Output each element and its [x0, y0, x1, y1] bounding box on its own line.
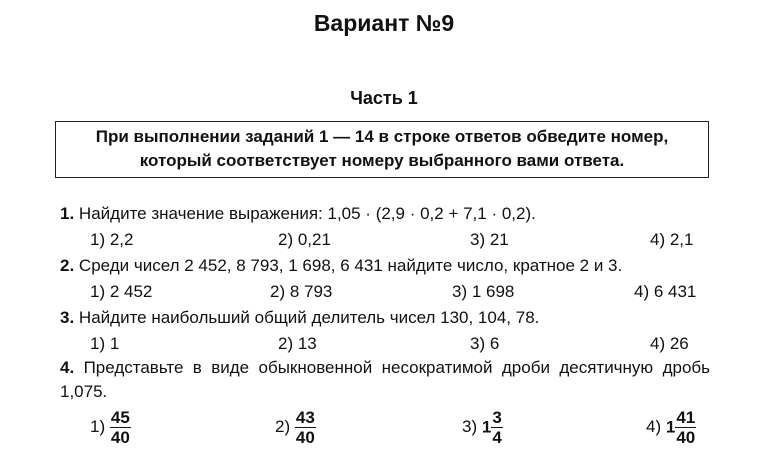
instructions-box — [55, 121, 709, 178]
numerator: 41 — [676, 408, 696, 427]
task-number: 1. — [60, 204, 75, 223]
instructions-line-1: При выполнении заданий 1 — 14 в строке ответов обведите номер, — [95, 127, 669, 146]
task-1-option-3[interactable]: 3) 21 — [470, 230, 509, 249]
option-label: 2) — [275, 416, 291, 436]
numerator: 3 — [492, 408, 502, 427]
task-4-option-4[interactable] — [646, 408, 696, 447]
whole-part: 1 — [481, 417, 492, 437]
instructions-line-2: который соответствует номеру выбранного вами ответа. — [139, 151, 625, 170]
task-number: 3. — [60, 308, 75, 327]
task-text: Найдите наибольший общий делитель чисел 130, 104, 78. — [78, 308, 540, 327]
task-text: Среди чисел 2 452, 8 793, 1 698, 6 431 найдите число, кратное 2 и 3. — [78, 256, 623, 275]
task-1-option-1[interactable]: 1) 2,2 — [90, 230, 134, 249]
task-2 — [60, 256, 622, 276]
task-3-option-2[interactable]: 2) 13 — [278, 334, 317, 353]
task-2-option-2[interactable]: 2) 8 793 — [270, 282, 333, 301]
fraction — [675, 408, 696, 447]
task-4 — [60, 356, 710, 404]
task-1-option-4[interactable]: 4) 2,1 — [650, 230, 694, 249]
task-3-option-3[interactable]: 3) 6 — [470, 334, 500, 353]
task-2-option-4[interactable]: 4) 6 431 — [634, 282, 697, 301]
option-label: 1) — [90, 416, 106, 436]
option-label: 3) — [462, 416, 478, 436]
fraction — [491, 408, 502, 447]
task-1-option-2[interactable]: 2) 0,21 — [278, 230, 331, 249]
fraction — [110, 408, 131, 447]
fraction — [295, 408, 316, 447]
denominator: 40 — [295, 428, 315, 447]
denominator: 40 — [676, 428, 696, 447]
task-text: Представьте в виде обыкновенной несократимой дроби десятичную дробь 1,075. — [60, 358, 710, 401]
task-number: 4. — [60, 358, 75, 377]
task-1 — [60, 204, 536, 224]
task-3-option-4[interactable]: 4) 26 — [650, 334, 689, 353]
option-label: 4) — [646, 416, 662, 436]
task-4-option-3[interactable] — [462, 408, 503, 447]
task-4-option-1[interactable] — [90, 408, 131, 447]
part-heading: Часть 1 — [350, 88, 418, 108]
page-title: Вариант №9 — [313, 10, 455, 36]
task-4-option-2[interactable] — [275, 408, 316, 447]
task-2-option-1[interactable]: 1) 2 452 — [90, 282, 153, 301]
task-3 — [60, 308, 539, 328]
numerator: 43 — [295, 408, 315, 427]
whole-part: 1 — [665, 417, 676, 437]
task-number: 2. — [60, 256, 75, 275]
task-text: Найдите значение выражения: 1,05 · (2,9 · 0,2 + 7,1 · 0,2). — [78, 204, 536, 223]
denominator: 40 — [110, 428, 130, 447]
task-3-option-1[interactable]: 1) 1 — [90, 334, 120, 353]
numerator: 45 — [110, 408, 130, 427]
task-2-option-3[interactable]: 3) 1 698 — [452, 282, 515, 301]
denominator: 4 — [492, 428, 502, 447]
